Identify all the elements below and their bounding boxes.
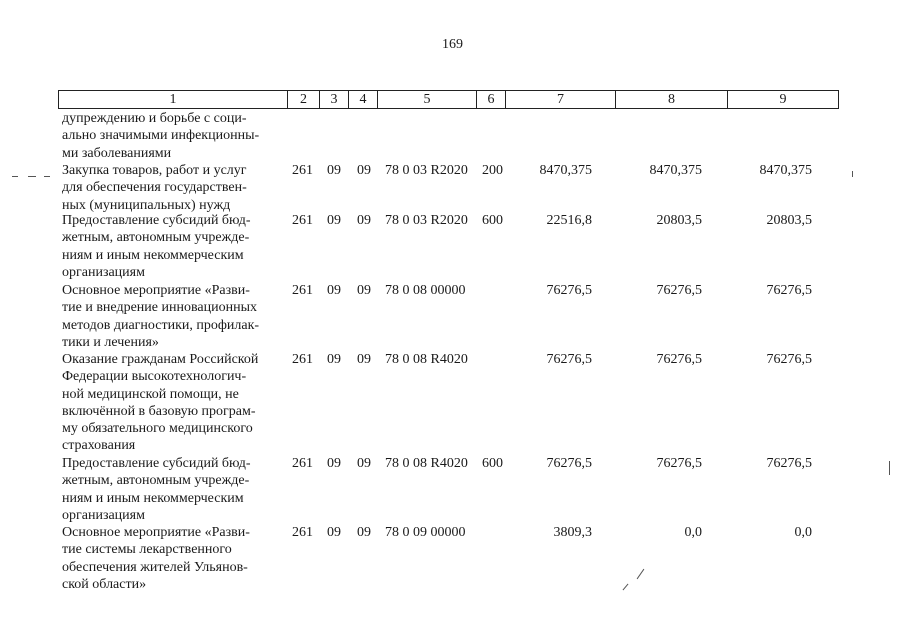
cell-amount-col8: 8470,375 <box>649 163 702 178</box>
cell-amount-col9: 76276,5 <box>766 283 812 298</box>
scan-speck <box>889 461 890 475</box>
row-description: Закупка товаров, работ и услуг для обеспечения государствен- ных (муниципальных) нужд <box>62 163 247 213</box>
row-description: дупреждению и борьбе с соци- ально значимыми инфекционны- ми заболеваниями <box>62 111 260 161</box>
cell-subsection: 09 <box>357 525 371 540</box>
header-col-7: 7 <box>506 91 616 109</box>
cell-amount-col9: 76276,5 <box>766 352 812 367</box>
cell-section: 09 <box>327 163 341 178</box>
cell-amount-col9: 20803,5 <box>766 213 812 228</box>
cell-section: 09 <box>327 525 341 540</box>
row-description: Основное мероприятие «Разви- тие и внедрение инновационных методов диагностики, профилак- тики и лечения» <box>62 283 260 350</box>
cell-admin-code: 261 <box>292 352 313 367</box>
row-description: Оказание гражданам Российской Федерации высокотехнологич- ной медицинской помощи, не включённой в базовую програм- му обязательного медицинского страхования <box>62 352 259 454</box>
cell-subsection: 09 <box>357 213 371 228</box>
cell-target-article: 78 0 03 R2020 <box>385 163 468 178</box>
cell-amount-col8: 0,0 <box>684 525 702 540</box>
cell-amount-col7: 3809,3 <box>553 525 592 540</box>
cell-expense-type: 600 <box>482 213 503 228</box>
cell-admin-code: 261 <box>292 456 313 471</box>
cell-amount-col8: 76276,5 <box>656 352 702 367</box>
cell-subsection: 09 <box>357 352 371 367</box>
row-description: Предоставление субсидий бюд- жетным, автономным учрежде- ниям и иным некоммерческим организациям <box>62 213 251 280</box>
header-col-5: 5 <box>378 91 477 109</box>
cell-amount-col7: 76276,5 <box>546 283 592 298</box>
cell-subsection: 09 <box>357 163 371 178</box>
cell-amount-col8: 76276,5 <box>656 456 702 471</box>
cell-expense-type: 200 <box>482 163 503 178</box>
cell-section: 09 <box>327 456 341 471</box>
cell-amount-col9: 76276,5 <box>766 456 812 471</box>
header-col-4: 4 <box>349 91 378 109</box>
row-description: Основное мероприятие «Разви- тие системы лекарственного обеспечения жителей Ульянов- ской области» <box>62 525 250 592</box>
cell-admin-code: 261 <box>292 163 313 178</box>
scan-speck <box>852 171 853 177</box>
scan-speck <box>44 176 50 177</box>
cell-amount-col7: 76276,5 <box>546 352 592 367</box>
cell-section: 09 <box>327 283 341 298</box>
cell-target-article: 78 0 08 R4020 <box>385 456 468 471</box>
cell-admin-code: 261 <box>292 213 313 228</box>
cell-amount-col9: 0,0 <box>794 525 812 540</box>
cell-target-article: 78 0 03 R2020 <box>385 213 468 228</box>
cell-amount-col7: 22516,8 <box>546 213 592 228</box>
cell-expense-type: 600 <box>482 456 503 471</box>
cell-target-article: 78 0 08 00000 <box>385 283 466 298</box>
scan-speck <box>623 584 629 591</box>
cell-amount-col7: 8470,375 <box>539 163 592 178</box>
header-col-3: 3 <box>320 91 349 109</box>
cell-subsection: 09 <box>357 283 371 298</box>
cell-section: 09 <box>327 213 341 228</box>
scan-speck <box>637 569 645 579</box>
cell-subsection: 09 <box>357 456 371 471</box>
header-col-6: 6 <box>477 91 506 109</box>
row-description: Предоставление субсидий бюд- жетным, автономным учрежде- ниям и иным некоммерческим организациям <box>62 456 251 523</box>
cell-amount-col8: 20803,5 <box>656 213 702 228</box>
scan-speck <box>28 176 36 177</box>
cell-amount-col8: 76276,5 <box>656 283 702 298</box>
column-number-header <box>58 90 839 109</box>
cell-admin-code: 261 <box>292 525 313 540</box>
header-col-8: 8 <box>616 91 728 109</box>
cell-target-article: 78 0 08 R4020 <box>385 352 468 367</box>
scan-speck <box>12 176 18 177</box>
header-col-2: 2 <box>288 91 320 109</box>
cell-admin-code: 261 <box>292 283 313 298</box>
cell-section: 09 <box>327 352 341 367</box>
cell-target-article: 78 0 09 00000 <box>385 525 466 540</box>
cell-amount-col9: 8470,375 <box>759 163 812 178</box>
header-col-9: 9 <box>728 91 839 109</box>
page-number: 169 <box>442 37 463 52</box>
header-col-1: 1 <box>59 91 288 109</box>
cell-amount-col7: 76276,5 <box>546 456 592 471</box>
